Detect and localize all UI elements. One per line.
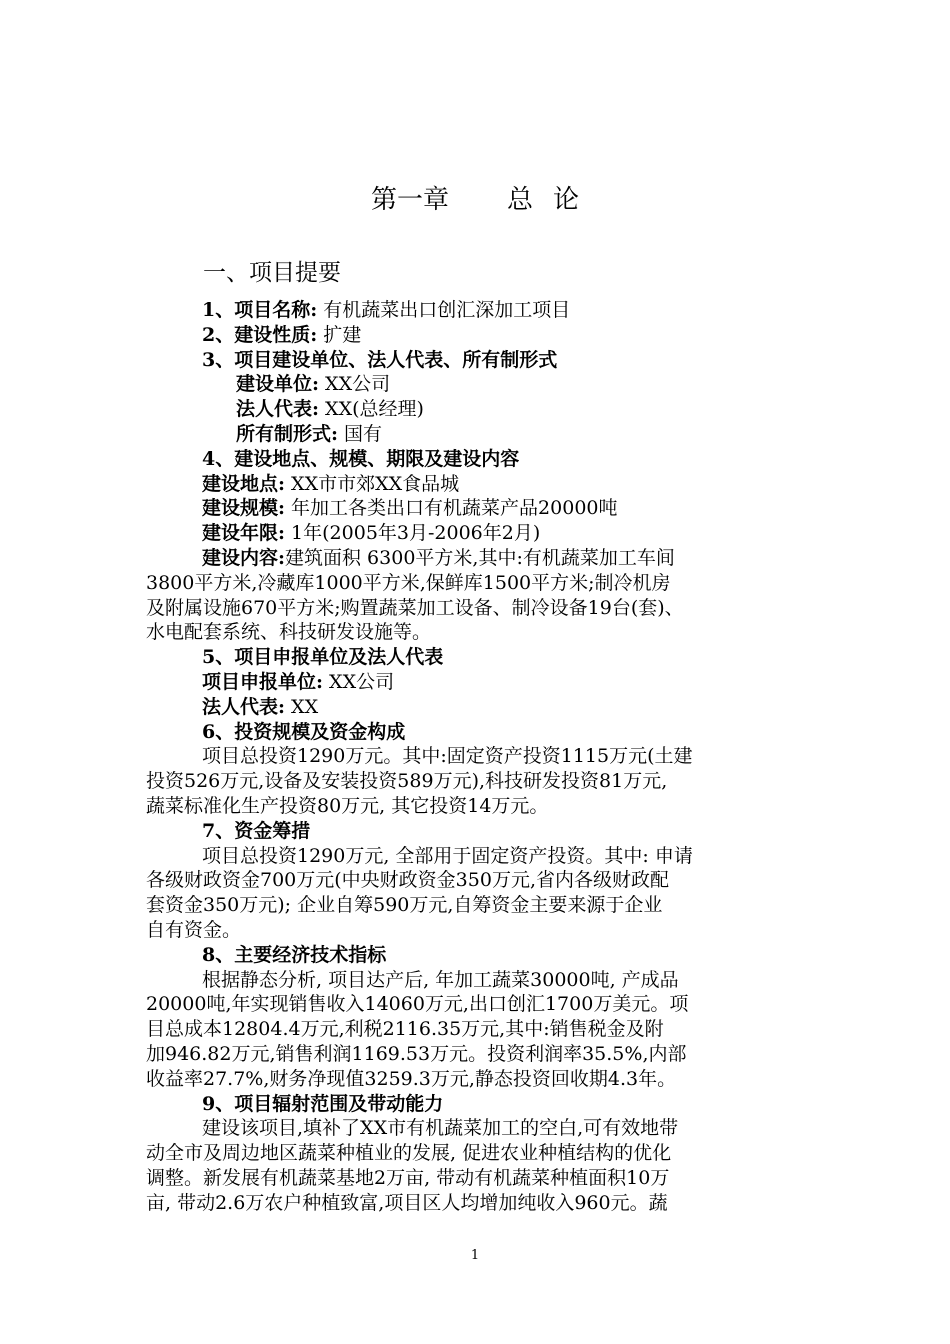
text-line bbox=[146, 422, 830, 447]
line-text: 国有 bbox=[338, 422, 383, 445]
text-line bbox=[146, 348, 830, 373]
line-text: 根据静态分析, 项目达产后, 年加工蔬菜30000吨, 产成品 bbox=[202, 968, 679, 991]
text-line bbox=[146, 1191, 830, 1216]
text-line bbox=[146, 397, 830, 422]
text-line bbox=[146, 819, 830, 844]
line-text: 20000吨,年实现销售收入14060万元,出口创汇1700万美元。项 bbox=[146, 993, 689, 1016]
line-text: 调整。新发展有机蔬菜基地2万亩, 带动有机蔬菜种植面积10万 bbox=[146, 1166, 670, 1189]
line-text: 项目总投资1290万元, 全部用于固定资产投资。其中: 申请 bbox=[202, 844, 693, 867]
text-line bbox=[146, 769, 830, 794]
chapter-title-char-1: 总 bbox=[506, 185, 533, 215]
line-label: 法人代表: bbox=[202, 695, 286, 718]
text-line bbox=[146, 1067, 830, 1092]
text-line bbox=[146, 992, 830, 1017]
line-label: 4、建设地点、规模、期限及建设内容 bbox=[202, 447, 520, 470]
text-line bbox=[146, 571, 830, 596]
line-text: 水电配套系统、科技研发设施等。 bbox=[146, 621, 432, 644]
line-label: 8、主要经济技术指标 bbox=[202, 943, 387, 966]
text-line bbox=[146, 868, 830, 893]
text-line bbox=[146, 323, 830, 348]
text-line bbox=[146, 794, 830, 819]
text-line bbox=[146, 1042, 830, 1067]
text-line bbox=[146, 695, 830, 720]
line-text: XX市市郊XX食品城 bbox=[285, 472, 460, 495]
text-line bbox=[146, 645, 830, 670]
text-line bbox=[146, 1116, 830, 1141]
line-text: 蔬菜标准化生产投资80万元, 其它投资14万元。 bbox=[146, 794, 549, 817]
line-label: 5、项目申报单位及法人代表 bbox=[202, 646, 444, 669]
line-label: 建设内容: bbox=[202, 546, 286, 569]
line-text: 目总成本12804.4万元,利税2116.35万元,其中:销售税金及附 bbox=[146, 1018, 664, 1041]
line-text: 投资526万元,设备及安装投资589万元),科技研发投资81万元, bbox=[146, 770, 668, 793]
text-line bbox=[146, 472, 830, 497]
page-number: 1 bbox=[470, 1248, 480, 1263]
line-label: 建设规模: bbox=[202, 497, 286, 520]
line-label: 建设单位: bbox=[236, 373, 320, 396]
text-line bbox=[146, 521, 830, 546]
line-text: 亩, 带动2.6万农户种植致富,项目区人均增加纯收入960元。蔬 bbox=[146, 1191, 668, 1214]
line-label: 所有制形式: bbox=[236, 422, 339, 445]
line-text: 3800平方米,冷藏库1000平方米,保鲜库1500平方米;制冷机房 bbox=[146, 571, 671, 594]
line-text: 项目总投资1290万元。其中:固定资产投资1115万元(土建 bbox=[202, 745, 693, 768]
text-line bbox=[146, 1017, 830, 1042]
line-label: 2、建设性质: bbox=[202, 323, 318, 346]
text-line bbox=[146, 596, 830, 621]
text-line bbox=[146, 968, 830, 993]
line-text: XX(总经理) bbox=[319, 398, 424, 421]
line-label: 项目申报单位: bbox=[202, 670, 324, 693]
line-text: 及附属设施670平方米;购置蔬菜加工设备、制冷设备19台(套)、 bbox=[146, 596, 684, 619]
line-label: 法人代表: bbox=[236, 398, 320, 421]
text-line bbox=[146, 620, 830, 645]
text-line bbox=[146, 1092, 830, 1117]
text-line bbox=[146, 893, 830, 918]
line-label: 6、投资规模及资金构成 bbox=[202, 720, 406, 743]
document-body bbox=[146, 298, 830, 1215]
line-text: 有机蔬菜出口创汇深加工项目 bbox=[317, 299, 571, 321]
text-line bbox=[146, 546, 830, 571]
line-text: 自有资金。 bbox=[146, 918, 242, 941]
line-label: 建设年限: bbox=[202, 522, 286, 545]
line-text: XX bbox=[285, 695, 319, 718]
text-line bbox=[146, 670, 830, 695]
text-line bbox=[146, 720, 830, 745]
line-text: 扩建 bbox=[317, 323, 362, 346]
line-text: 加946.82万元,销售利润1169.53万元。投资利润率35.5%,内部 bbox=[146, 1042, 687, 1065]
text-line bbox=[146, 447, 830, 472]
line-text: 建设该项目,填补了XX市有机蔬菜加工的空白,可有效地带 bbox=[202, 1117, 679, 1140]
line-text: 建筑面积 6300平方米,其中:有机蔬菜加工车间 bbox=[285, 546, 675, 569]
line-text: XX公司 bbox=[323, 670, 395, 693]
text-line bbox=[146, 744, 830, 769]
text-line bbox=[146, 496, 830, 521]
line-text: 1年(2005年3月-2006年2月) bbox=[285, 522, 541, 545]
text-line bbox=[146, 298, 830, 323]
section-heading: 一、项目提要 bbox=[203, 260, 341, 286]
line-label: 3、项目建设单位、法人代表、所有制形式 bbox=[202, 348, 558, 371]
chapter-heading bbox=[0, 183, 950, 217]
line-text: 动全市及周边地区蔬菜种植业的发展, 促进农业种植结构的优化 bbox=[146, 1142, 672, 1165]
line-text: 套资金350万元); 企业自筹590万元,自筹资金主要来源于企业 bbox=[146, 894, 663, 917]
chapter-title-char-2: 论 bbox=[553, 185, 580, 215]
text-line bbox=[146, 943, 830, 968]
line-text: 收益率27.7%,财务净现值3259.3万元,静态投资回收期4.3年。 bbox=[146, 1067, 677, 1090]
line-label: 1、项目名称: bbox=[202, 299, 318, 321]
line-text: 各级财政资金700万元(中央财政资金350万元,省内各级财政配 bbox=[146, 869, 669, 892]
line-text: XX公司 bbox=[319, 373, 391, 396]
line-label: 7、资金筹措 bbox=[202, 819, 311, 842]
line-label: 9、项目辐射范围及带动能力 bbox=[202, 1092, 444, 1115]
text-line bbox=[146, 1166, 830, 1191]
text-line bbox=[146, 844, 830, 869]
text-line bbox=[146, 918, 830, 943]
text-line bbox=[146, 1141, 830, 1166]
chapter-number: 第一章 bbox=[370, 185, 449, 215]
line-label: 建设地点: bbox=[202, 472, 286, 495]
text-line bbox=[146, 372, 830, 397]
line-text: 年加工各类出口有机蔬菜产品20000吨 bbox=[285, 497, 618, 520]
